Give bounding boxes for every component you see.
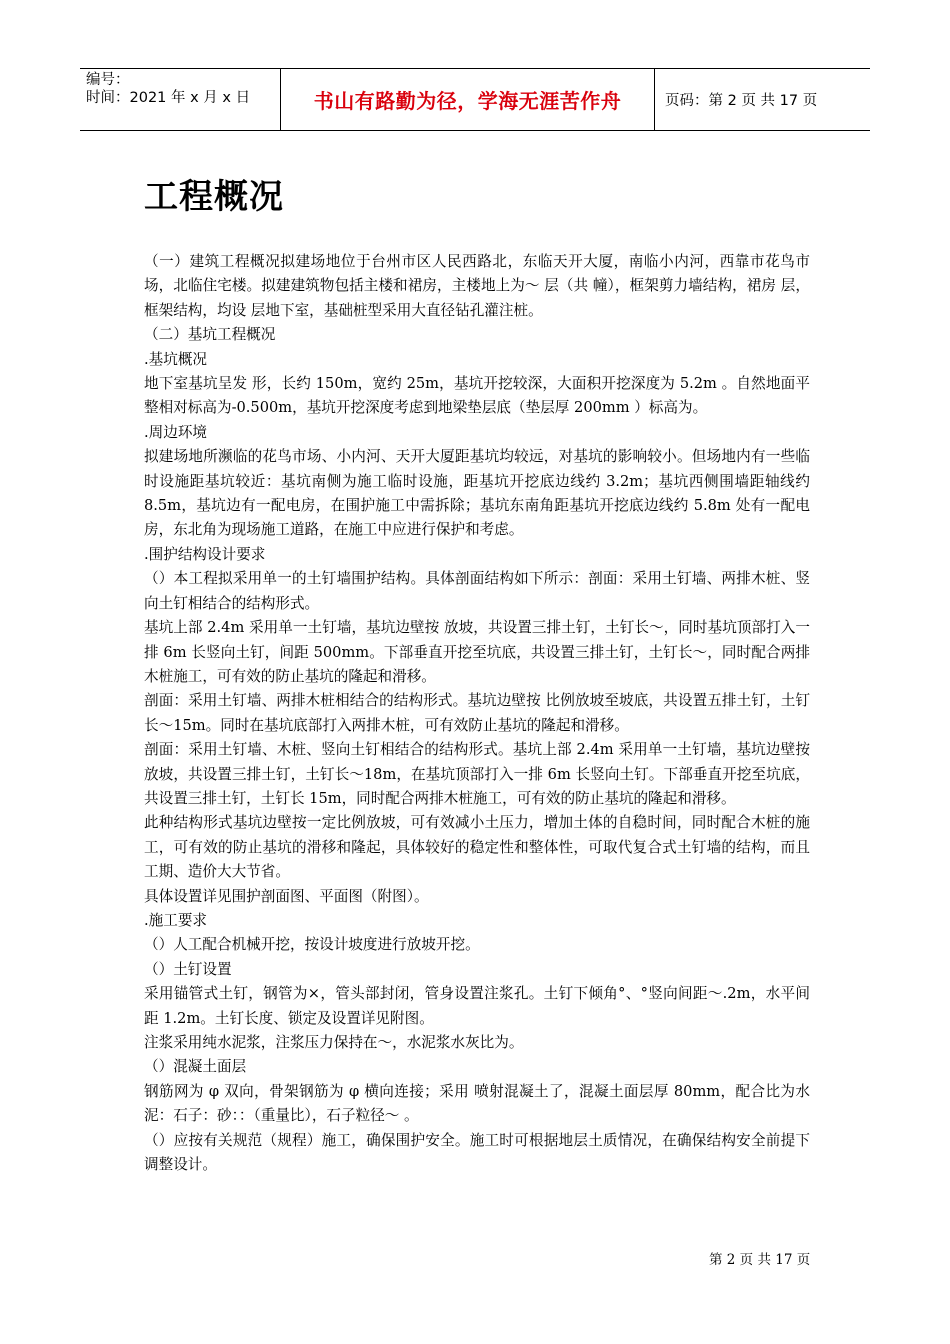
header-meta <box>80 69 281 130</box>
paragraph: （一）建筑工程概况拟建场地位于台州市区人民西路北，东临天开大厦，南临小内河，西靠市花鸟市场，北临住宅楼。拟建建筑物包括主楼和裙房，主楼地上为～ 层（共 幢），框架剪力墙结构，裙房 层，框架结构，均设 层地下室，基础桩型采用大直径钻孔灌注桩。 <box>144 253 810 319</box>
paragraph: （）人工配合机械开挖，按设计坡度进行放坡开挖。 <box>144 936 480 954</box>
paragraph: （）本工程拟采用单一的土钉墙围护结构。具体剖面结构如下所示：剖面：采用土钉墙、两排木桩、竖向土钉相结合的结构形式。 <box>144 570 810 612</box>
paragraph: 注浆采用纯水泥浆，注浆压力保持在～，水泥浆水灰比为。 <box>144 1034 524 1051</box>
paragraph: （）土钉设置 <box>144 960 232 978</box>
document-title: 工程概况 <box>144 177 284 217</box>
paragraph: .周边环境 <box>144 423 208 441</box>
paragraph: .基坑概况 <box>144 350 208 368</box>
paragraph: .施工要求 <box>144 911 208 929</box>
page-footer: 第 2 页 共 17 页 <box>709 1252 811 1268</box>
paragraph: 地下室基坑呈发 形，长约 150m，宽约 25m，基坑开挖较深，大面积开挖深度为 5.2m 。自然地面平整相对标高为-0.500m，基坑开挖深度考虑到地梁垫层底（垫层厚 200mm ）标高为。 <box>144 375 810 417</box>
paragraph: 采用锚管式土钉，钢管为×，管头部封闭，管身设置注浆孔。土钉下倾角°、°竖向间距～.2m，水平间距 1.2m。土钉长度、锁定及设置详见附图。 <box>144 985 810 1027</box>
paragraph: 拟建场地所濒临的花鸟市场、小内河、天开大厦距基坑均较远，对基坑的影响较小。但场地内有一些临时设施距基坑较近：基坑南侧为施工临时设施，距基坑开挖底边线约 3.2m；基坑西侧围墙距轴线约 8.5m，基坑边有一配电房，在围护施工中需拆除；基坑东南角距基坑开挖底边线约 5.8m 处有一配电房，东北角为现场施工道路，在施工中应进行保护和考虑。 <box>144 448 810 539</box>
document-body <box>144 250 810 1177</box>
paragraph: （）混凝土面层 <box>144 1058 247 1076</box>
paragraph: （二）基坑工程概况 <box>144 326 276 344</box>
header-motto: 书山有路勤为径，学海无涯苦作舟 <box>281 69 655 130</box>
paragraph: （）应按有关规范（规程）施工，确保围护安全。施工时可根据地层土质情况，在确保结构安全前提下调整设计。 <box>144 1131 810 1174</box>
paragraph: 基坑上部 2.4m 采用单一土钉墙，基坑边壁按 放坡，共设置三排土钉，土钉长～，同时基坑顶部打入一排 6m 长竖向土钉，间距 500mm。下部垂直开挖至坑底，共设置三排土钉，土钉长～，同时配合两排木桩施工，可有效的防止基坑的隆起和滑移。 <box>144 619 810 685</box>
document-number-label: 编号： <box>86 72 130 88</box>
header-page-info: 页码：第 2 页 共 17 页 <box>665 93 818 109</box>
paragraph: 此种结构形式基坑边壁按一定比例放坡，可有效减小土压力，增加土体的自稳时间，同时配合木桩的施工，可有效的防止基坑的滑移和隆起，具体较好的稳定性和整体性，可取代复合式土钉墙的结构，而且工期、造价大大节省。 <box>144 814 810 881</box>
paragraph: 钢筋网为 φ 双向，骨架钢筋为 φ 横向连接；采用 喷射混凝土了，混凝土面层厚 80mm，配合比为水泥：石子：砂：：（重量比），石子粒径～ 。 <box>144 1082 810 1125</box>
page-header <box>80 68 870 131</box>
paragraph: 剖面：采用土钉墙、木桩、竖向土钉相结合的结构形式。基坑上部 2.4m 采用单一土钉墙，基坑边壁按 放坡，共设置三排土钉，土钉长～18m，在基坑顶部打入一排 6m 长竖向土钉。下部垂直开挖至坑底，共设置三排土钉，土钉长 15m，同时配合两排木桩施工，可有效的防止基坑的隆起和滑移。 <box>144 741 810 807</box>
paragraph: 具体设置详见围护剖面图、平面图（附图）。 <box>144 887 429 905</box>
paragraph: .围护结构设计要求 <box>144 545 266 563</box>
paragraph: 剖面：采用土钉墙、两排木桩相结合的结构形式。基坑边壁按 比例放坡至坡底，共设置五排土钉，土钉长～15m。同时在基坑底部打入两排木桩，可有效防止基坑的隆起和滑移。 <box>144 692 810 734</box>
document-time-label: 时间：2021 年 x 月 x 日 <box>86 90 251 106</box>
